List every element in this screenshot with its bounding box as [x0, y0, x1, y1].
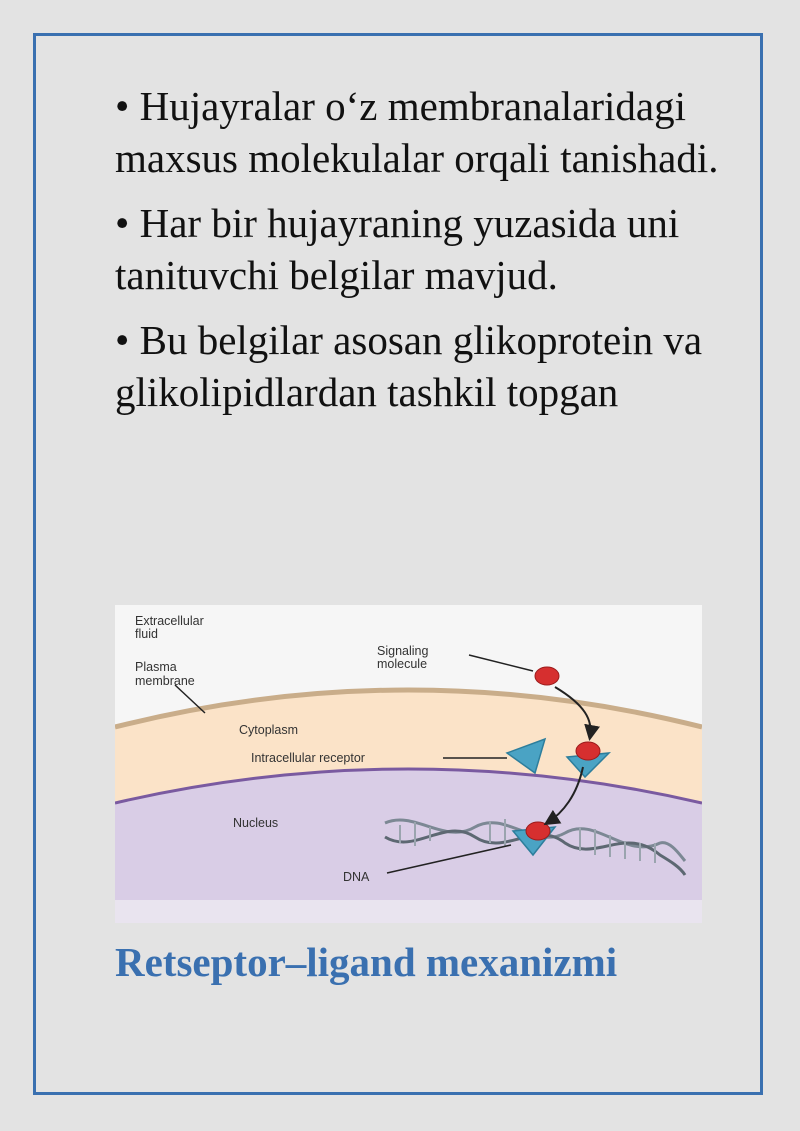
plasma-membrane-label-line1: Plasma	[135, 660, 177, 674]
receptor-diagram	[115, 605, 702, 923]
plasma-membrane-label-line2: membrane	[135, 674, 195, 688]
signaling-molecule-label-line2: molecule	[377, 657, 428, 671]
cytoplasm-label: Cytoplasm	[239, 723, 299, 737]
bullet-list	[115, 80, 755, 431]
bound-ligand	[576, 742, 600, 760]
extracellular-label-line2: fluid	[135, 627, 158, 641]
bullet-item: • Hujayralar o‘z membranalaridagi maxsus molekulalar orqali tanishadi.	[115, 83, 719, 181]
bullet-item: • Bu belgilar asosan glikoprotein va glikolipidlardan tashkil topgan	[115, 317, 703, 415]
dna-label: DNA	[343, 870, 370, 884]
diagram-bottom-fade	[115, 900, 702, 923]
extracellular-label-line1: Extracellular	[135, 614, 204, 628]
nucleus-label: Nucleus	[233, 816, 279, 830]
receptor-diagram-svg	[115, 605, 702, 923]
dna-bound-ligand	[526, 822, 550, 840]
intracellular-receptor-label: Intracellular receptor	[251, 751, 365, 765]
bullet-item: • Har bir hujayraning yuzasida uni tanituvchi belgilar mavjud.	[115, 200, 680, 298]
signaling-molecule	[535, 667, 559, 685]
figure-caption: Retseptor–ligand mexanizmi	[115, 939, 618, 985]
signaling-molecule-label-line1: Signaling	[377, 644, 429, 658]
